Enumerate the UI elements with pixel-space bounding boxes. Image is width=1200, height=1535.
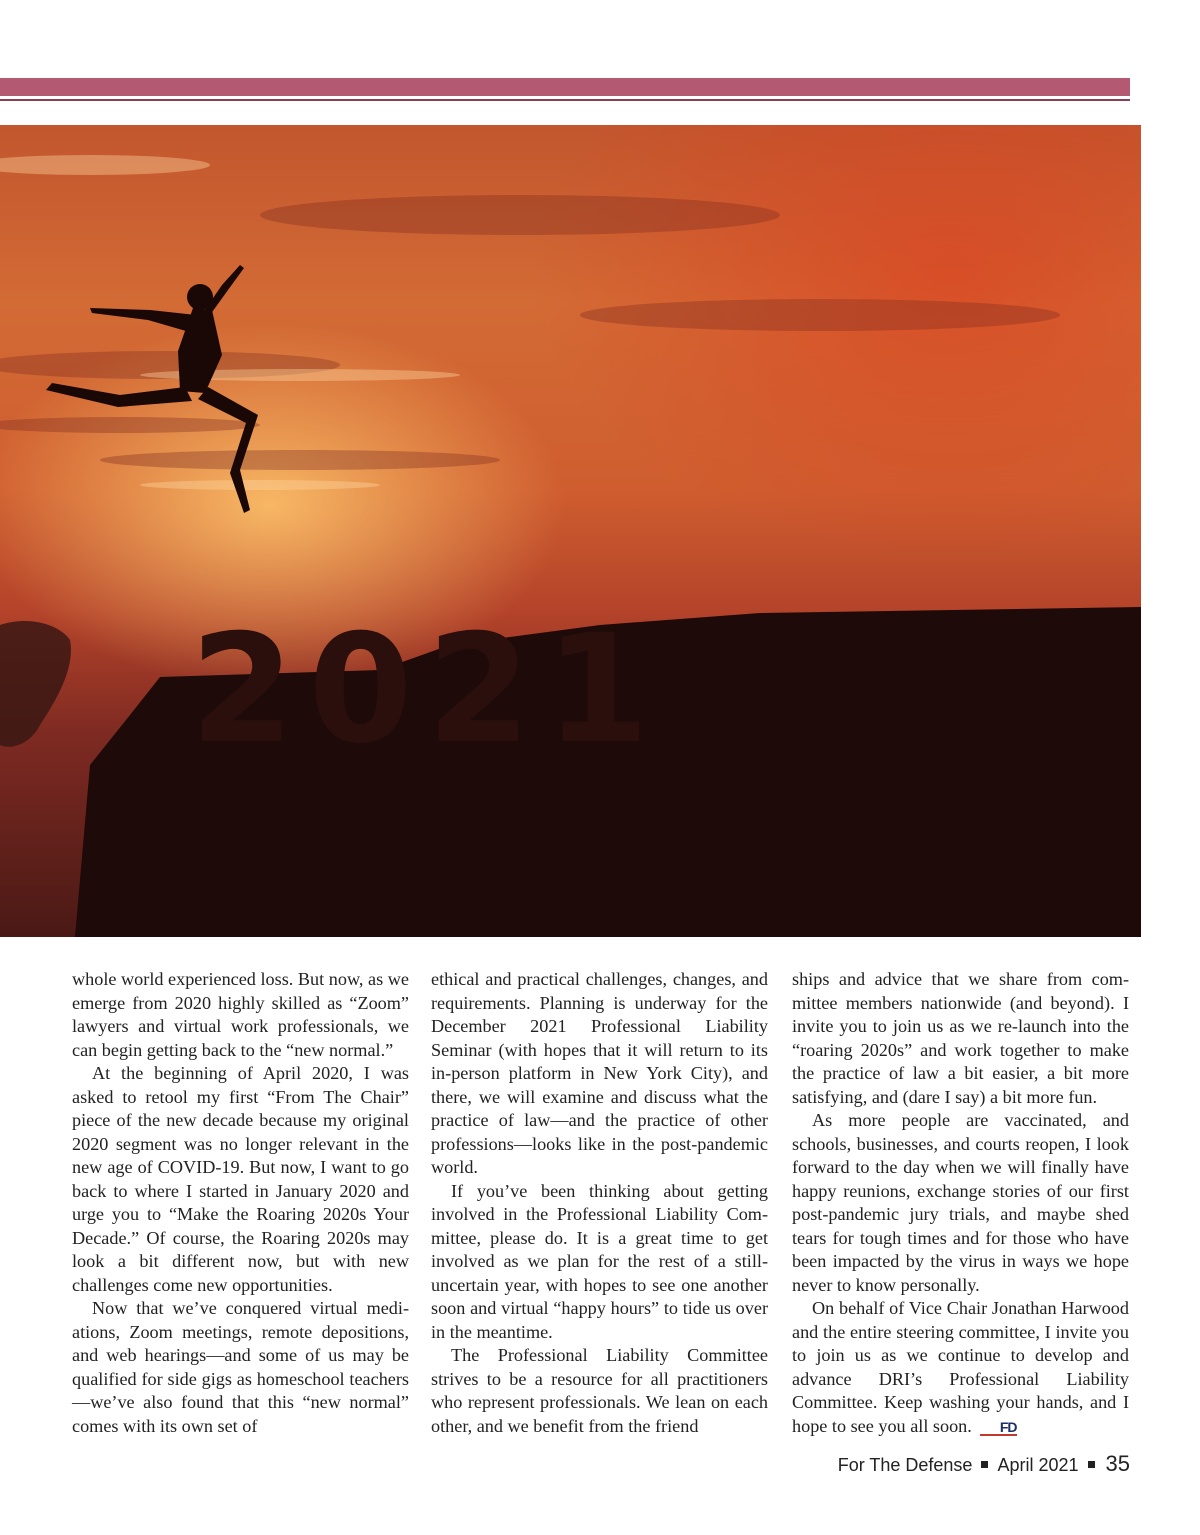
end-mark-icon: FD bbox=[980, 1420, 1017, 1436]
jumping-person-silhouette bbox=[46, 265, 258, 513]
header-accent-bar bbox=[0, 78, 1130, 96]
paragraph: The Professional Liability Committee strives to be a resource for all practitioners who represent professionals. We lean on each other, and we benefit from the friend bbox=[431, 1345, 768, 1436]
separator-square-icon bbox=[981, 1461, 988, 1468]
paragraph: ethical and practical challenges, changes, and requirements. Planning is underway for the December 2021 Professional Liability Seminar (with hopes that it will return to its in-person platform in New York City), and there, we will examine and discuss what the practice of law—and the practice of other professions—looks like in the post-pandemic world. bbox=[431, 969, 768, 1177]
paragraph: If you’ve been thinking about getting involved in the Professional Liability Committee, please do. It is a great time to get involved as we plan for the rest of a still-uncertain year, with hopes to see one another soon and virtual “happy hours” to tide us over in the meantime. bbox=[431, 1180, 768, 1342]
sunset-scene bbox=[0, 125, 1141, 937]
cloud-streaks bbox=[0, 195, 1060, 470]
paragraph: ships and advice that we share from committee members nationwide (and beyond). I invite you to join us as we re-launch into the “roaring 2020s” and work together to make the practice of law a bit easier, a bit more satisfying, and (dare I say) a bit more fun. bbox=[792, 969, 1129, 1107]
hero-image bbox=[0, 125, 1141, 937]
publication-name: For The Defense bbox=[837, 1455, 973, 1475]
header-rule bbox=[0, 99, 1130, 101]
paragraph: whole world experienced loss. But now, as we emerge from 2020 highly skilled as “Zoom” lawyers and virtual work professionals, we can begin getting back to the “new normal.” bbox=[72, 969, 409, 1060]
article-column-1 bbox=[72, 968, 409, 1438]
paragraph: Now that we’ve conquered virtual mediations, Zoom meetings, remote depositions, and web hearings—and some of us may be qualified for side gigs as homeschool teachers—we’ve also found that this “new normal” comes with its own set of bbox=[72, 1298, 409, 1436]
page-footer bbox=[838, 1451, 1130, 1477]
page-number: 35 bbox=[1105, 1451, 1130, 1476]
separator-square-icon bbox=[1088, 1461, 1095, 1468]
paragraph: As more people are vaccinated, and schools, businesses, and courts reopen, I look forward to the day when we will finally have happy reunions, exchange stories of our first post-pandemic jury trials, and maybe shed tears for tough times and for those who have been impacted by the virus in ways we hope never to know personally. bbox=[792, 1110, 1129, 1295]
dark-cloud bbox=[0, 621, 71, 747]
year-2021-text: 2021 bbox=[190, 603, 664, 777]
article-column-3 bbox=[792, 968, 1129, 1438]
article-column-2 bbox=[431, 968, 768, 1438]
paragraph-text: On behalf of Vice Chair Jonathan Harwood and the entire steering committee, I invite you to join us as we continue to develop and advance DRI’s Professional Liability Committee. Keep washing your hands, and I hope to see you all soon. bbox=[792, 1298, 1129, 1436]
paragraph-last bbox=[792, 1297, 1129, 1438]
paragraph: At the beginning of April 2020, I was asked to retool my first “From The Chair” piece of the new decade because my original 2020 segment was no longer relevant in the new age of COVID-19. But now, I want to go back to where I started in January 2020 and urge you to “Make the Roaring 2020s Your Decade.” Of course, the Roaring 2020s may look a bit different now, but with new challenges come new opportunities. bbox=[72, 1063, 409, 1295]
issue-date: April 2021 bbox=[997, 1455, 1079, 1475]
